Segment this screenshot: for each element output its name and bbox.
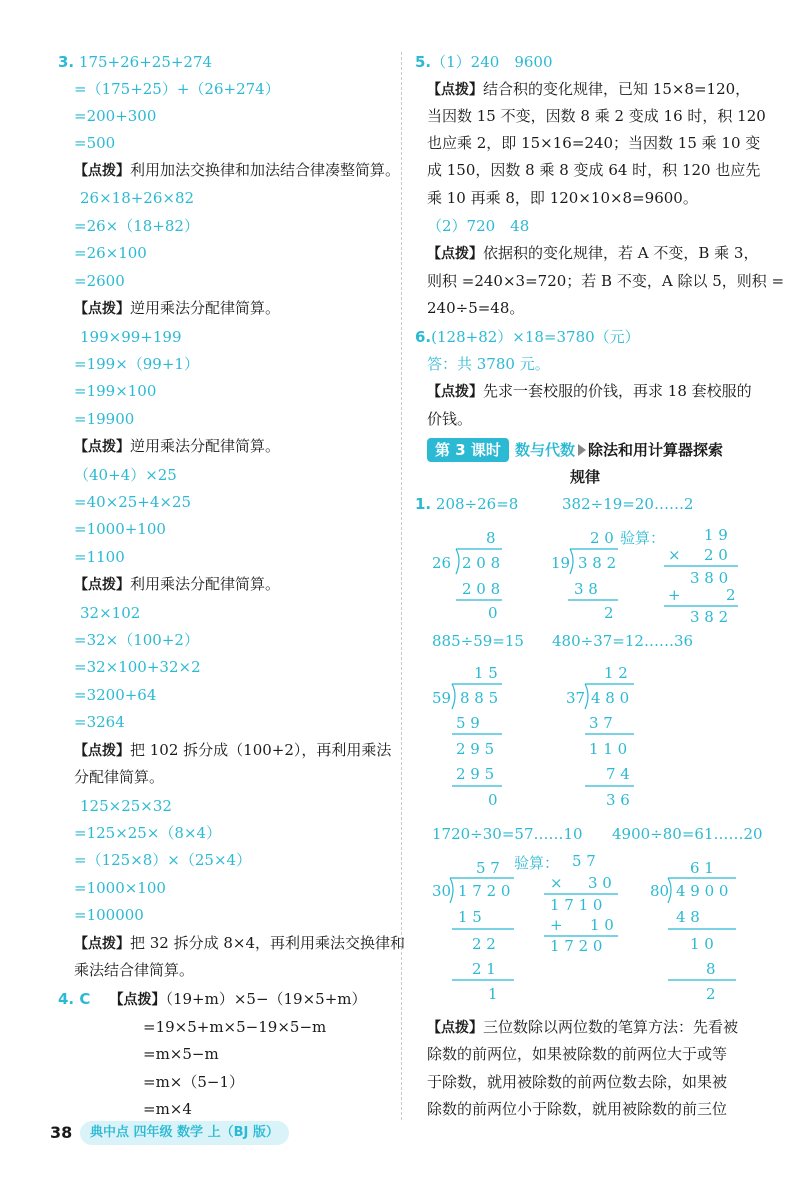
page-number: 38: [50, 1123, 73, 1142]
hint-cont: 当因数 15 不变，因数 8 乘 2 变成 16 时，积 120: [427, 107, 766, 125]
factor: 3 0: [588, 874, 612, 892]
remainder: 2: [604, 604, 614, 622]
verification-1: [664, 526, 738, 626]
subtrahend: 2 1: [472, 960, 496, 978]
hint-cont: 成 150，因数 8 乘 8 变成 64 时，积 120 也应先: [427, 161, 761, 179]
subtrahend: 2 0 8: [462, 580, 501, 598]
sum: 3 8 2: [690, 608, 729, 626]
hint: 【点拨】依据积的变化规律，若 A 不变，B 乘 3，: [427, 244, 759, 262]
subtrahend: 3 7: [589, 714, 613, 732]
divisor: 26: [432, 554, 452, 572]
q3-step: =26×100: [74, 244, 147, 262]
q3-step: =3264: [74, 713, 125, 731]
hint-cont: 分配律简算。: [74, 768, 165, 786]
partial-remainder: 1 1 0: [589, 740, 628, 758]
hint: 【点拨】先求一套校服的价钱，再求 18 套校服的: [427, 382, 752, 400]
long-division-5: [432, 854, 559, 1003]
check-label: 验算：: [620, 529, 666, 547]
partial-remainder: 1 0: [690, 935, 714, 953]
ex1-eq: 1720÷30=57……10: [432, 825, 583, 843]
hint-cont: 乘 10 再乘 8，即 120×10×8=9600。: [427, 189, 698, 207]
divisor: 37: [566, 689, 586, 707]
ex1-eq: 1. 208÷26=8: [415, 495, 519, 513]
q3-step: =199×（99+1）: [74, 355, 199, 373]
divisor: 80: [650, 882, 670, 900]
q3-step: =32×（100+2）: [74, 631, 199, 649]
divisor: 19: [551, 554, 571, 572]
q3-step: =26×（18+82）: [74, 217, 199, 235]
hint: 【点拨】逆用乘法分配律简算。: [74, 437, 281, 455]
divisor: 59: [432, 689, 452, 707]
q3-step: =500: [74, 134, 116, 152]
factor: 1 9: [704, 526, 728, 544]
lesson-strand: 数与代数: [515, 441, 576, 459]
hint-cont: 则积 =240×3=720；若 B 不变，A 除以 5，则积 =: [427, 272, 785, 290]
subtrahend: 5 9: [456, 714, 480, 732]
quotient: 8: [486, 529, 496, 547]
partial-remainder: 2 9 5: [456, 740, 495, 758]
hint-cont: 于除数，就用被除数的前两位数去除，如果被: [427, 1073, 728, 1091]
hint: 【点拨】三位数除以两位数的笔算方法：先看被: [427, 1018, 739, 1036]
q3-step: =200+300: [74, 107, 157, 125]
dividend: 4 8 0: [591, 689, 630, 707]
ex1-eq: 4900÷80=61……20: [612, 825, 763, 843]
q4-step: =m×（5−1）: [143, 1073, 245, 1091]
long-division-2: [551, 529, 665, 622]
q3-step: 32×102: [80, 604, 141, 622]
times-sign: ×: [668, 546, 681, 564]
subtrahend: 4 8: [676, 908, 700, 926]
quotient: 1 2: [604, 664, 628, 682]
subtrahend: 7 4: [606, 765, 630, 783]
times-sign: ×: [550, 874, 563, 892]
hint: 【点拨】把 32 拆分成 8×4，再利用乘法交换律和: [74, 934, 406, 952]
q4-step: =19×5+m×5−19×5−m: [143, 1018, 327, 1036]
quotient: 2 0: [590, 529, 614, 547]
q6-answer: 答：共 3780 元。: [427, 355, 550, 373]
q3-step: =199×100: [74, 382, 157, 400]
divisor: 30: [432, 882, 452, 900]
q3-step: 125×25×32: [80, 797, 172, 815]
q3-step: =1000×100: [74, 879, 166, 897]
plus-sign: +: [668, 586, 681, 604]
lesson-badge: 第 3 课时: [427, 438, 509, 462]
q3-step: =40×25+4×25: [74, 493, 192, 511]
dividend: 8 8 5: [460, 689, 499, 707]
partial-remainder: 2 2: [472, 935, 496, 953]
q3-step: =1100: [74, 548, 125, 566]
quotient: 1 5: [474, 664, 498, 682]
quotient: 5 7: [476, 859, 500, 877]
q3-step: =2600: [74, 272, 125, 290]
ex1-eq: 480÷37=12……36: [552, 632, 694, 650]
hint: 【点拨】利用加法交换律和加法结合律凑整简算。: [74, 161, 401, 179]
sum: 1 7 2 0: [550, 937, 603, 955]
addend: 2: [726, 586, 736, 604]
hint: 【点拨】把 102 拆分成（100+2），再利用乘法: [74, 741, 392, 759]
dividend: 3 8 2: [578, 554, 617, 572]
ex1-eq: 885÷59=15: [432, 632, 524, 650]
hint-cont: 价钱。: [427, 410, 473, 428]
remainder: 1: [488, 985, 498, 1003]
plus-sign: +: [550, 916, 563, 934]
long-division-4: [566, 664, 634, 809]
q4-step: =m×4: [143, 1100, 192, 1118]
factor: 2 0: [704, 546, 728, 564]
q3-step: 199×99+199: [80, 328, 182, 346]
lesson-title-cont: 规律: [570, 468, 601, 486]
dividend: 1 7 2 0: [458, 882, 511, 900]
q6-line: 6.(128+82）×18=3780（元）: [415, 328, 640, 346]
remainder: 0: [488, 604, 498, 622]
q5-part2: （2）720 48: [427, 217, 530, 235]
quotient: 6 1: [690, 859, 714, 877]
remainder: 2: [706, 985, 716, 1003]
hint-cont: 240÷5=48。: [427, 299, 525, 317]
addend: 1 0: [590, 916, 614, 934]
hint-cont: 除数的前两位小于除数，就用被除数的前三位: [427, 1100, 728, 1118]
q3-step: =19900: [74, 410, 135, 428]
lesson-title: 除法和用计算器探索: [588, 441, 724, 459]
hint: 【点拨】逆用乘法分配律简算。: [74, 299, 281, 317]
long-division-1: [432, 529, 502, 622]
hint-cont: 除数的前两位，如果被除数的前两位大于或等: [427, 1045, 728, 1063]
dividend: 2 0 8: [462, 554, 501, 572]
long-division-6: [650, 859, 736, 1003]
subtrahend: 2 9 5: [456, 765, 495, 783]
long-division-3: [432, 664, 502, 809]
product: 1 7 1 0: [550, 896, 603, 914]
q4-step: =m×5−m: [143, 1045, 219, 1063]
q3-step: 26×18+26×82: [80, 189, 195, 207]
hint: 【点拨】利用乘法分配律简算。: [74, 575, 281, 593]
q3-step: =100000: [74, 906, 144, 924]
hint-cont: 乘法结合律简算。: [74, 961, 195, 979]
product: 3 8 0: [690, 569, 729, 587]
q5-line: 5.（1）240 9600: [415, 53, 553, 71]
q3-step: =3200+64: [74, 686, 157, 704]
hint-cont: 也应乘 2，即 15×16=240；当因数 15 乘 10 变: [427, 134, 761, 152]
subtrahend: 1 5: [458, 908, 482, 926]
q3-step: =32×100+32×2: [74, 658, 201, 676]
q4-line: 4. C 【点拨】（19+m）×5−（19×5+m）: [58, 990, 367, 1008]
q3-step: =（175+25）+（26+274）: [74, 80, 280, 98]
q3-step: （40+4）×25: [74, 466, 177, 484]
ex1-eq: 382÷19=20……2: [562, 495, 694, 513]
q3-line: 3. 175+26+25+274: [58, 53, 213, 71]
remainder: 3 6: [606, 791, 630, 809]
check-label: 验算：: [514, 854, 560, 872]
q3-step: =125×25×（8×4）: [74, 824, 222, 842]
factor: 5 7: [572, 852, 596, 870]
dividend: 4 9 0 0: [676, 882, 729, 900]
subtrahend: 8: [706, 960, 716, 978]
book-brand: 典中点 四年级 数学 上（BJ 版）: [80, 1121, 289, 1145]
hint: 【点拨】结合积的变化规律，已知 15×8=120，: [427, 80, 751, 98]
remainder: 0: [488, 791, 498, 809]
subtrahend: 3 8: [574, 580, 598, 598]
q3-step: =1000+100: [74, 520, 166, 538]
q3-step: =（125×8）×（25×4）: [74, 851, 252, 869]
